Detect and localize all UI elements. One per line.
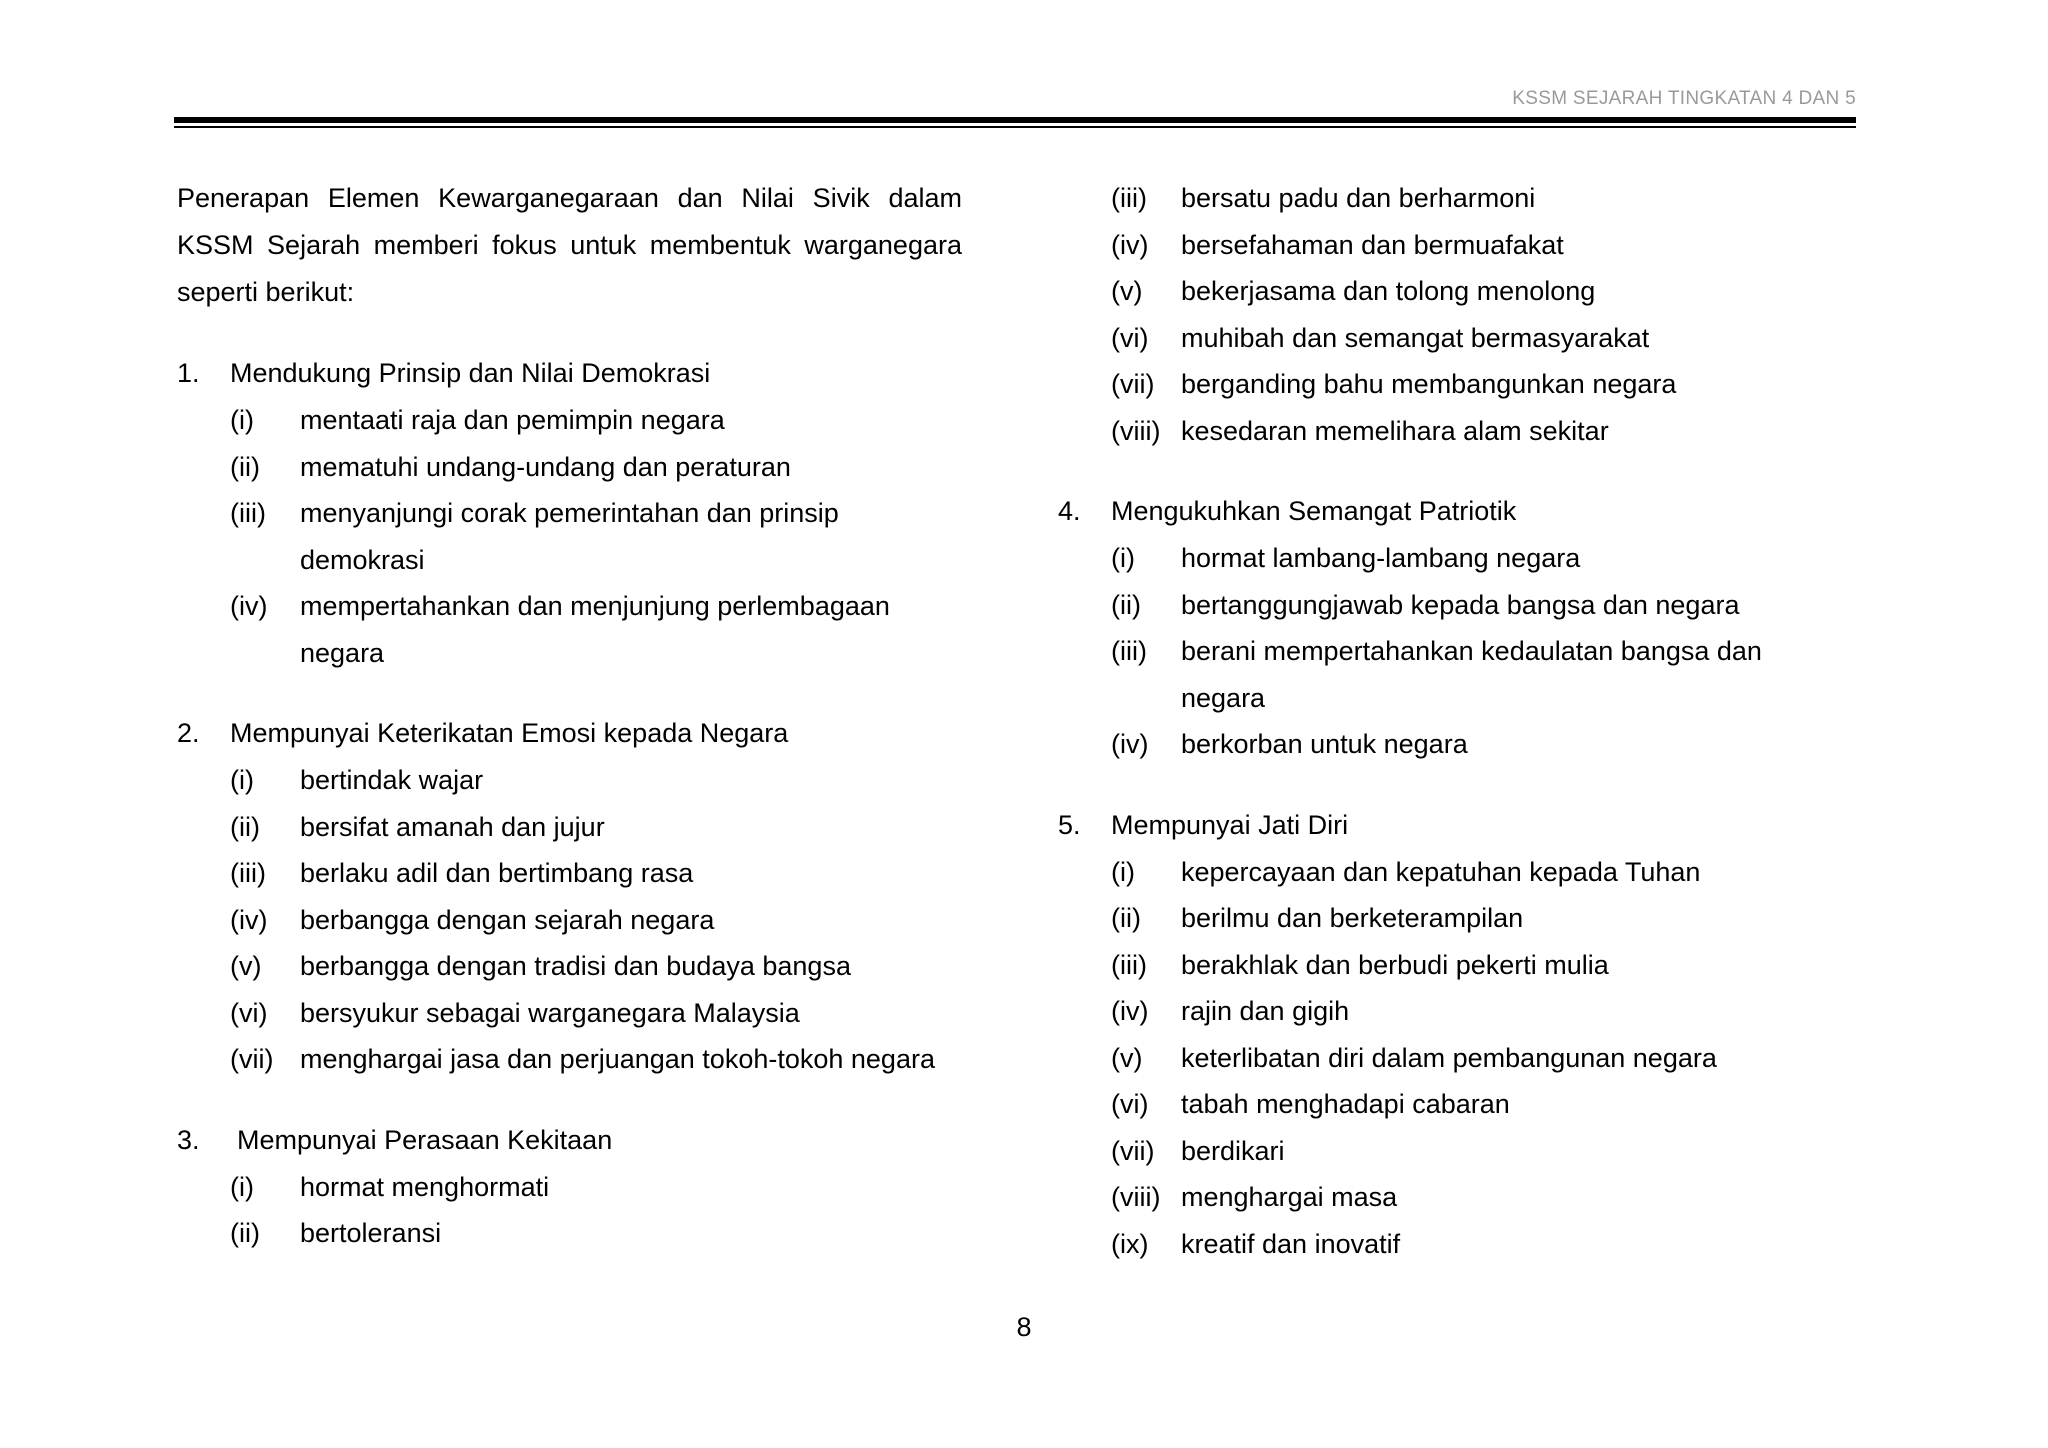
list-item [1058,1221,1818,1268]
item-text: menghargai masa [1181,1182,1398,1212]
item-text: menghargai jasa dan perjuangan tokoh-tokoh negara [300,1044,935,1074]
page-number: 8 [1016,1312,1032,1342]
list-item [177,804,962,851]
list-item [177,583,962,676]
section-number: 2. [177,718,200,748]
section-heading [177,350,962,397]
item-text: hormat lambang-lambang negara [1181,543,1581,573]
item-text: berganding bahu membangunkan negara [1181,369,1677,399]
item-number: (ii) [1111,589,1141,620]
item-number: (v) [1111,276,1143,306]
item-text: bertanggungjawab kepada bangsa dan negara [1181,589,1740,620]
list-item [177,897,962,944]
item-number: (vi) [1111,1089,1149,1119]
item-number: (iv) [1111,729,1149,759]
list-item [1058,628,1818,721]
item-number: (v) [1111,1042,1143,1073]
section-title: Mendukung Prinsip dan Nilai Demokrasi [230,358,711,388]
section-heading [177,1117,962,1164]
list-item [1058,1174,1818,1221]
item-text: mematuhi undang-undang dan peraturan [300,451,791,482]
list-item [1058,408,1818,455]
list-item [1058,721,1818,768]
section-title: Mempunyai Perasaan Kekitaan [237,1124,613,1155]
list-item [1058,895,1818,942]
section-heading [1058,488,1818,535]
item-number: (ix) [1111,1228,1149,1259]
list-item [1058,535,1818,582]
item-text: hormat menghormati [300,1171,550,1202]
item-number: (vi) [230,997,268,1028]
list-item [1058,1081,1818,1128]
section-number: 4. [1058,496,1081,526]
list-item [1058,582,1818,629]
item-text: berani mempertahankan kedaulatan bangsa dan negara [1181,636,1762,713]
item-number: (iii) [1111,183,1147,213]
intro-paragraph: Penerapan Elemen Kewarganegaraan dan Nilai Sivik dalam KSSM Sejarah memberi fokus untuk membentuk warganegara seperti berikut: [177,183,962,307]
item-number: (vi) [1111,322,1149,353]
item-text: bertoleransi [300,1218,442,1248]
item-text: menyanjungi corak pemerintahan dan prinsip demokrasi [300,498,839,575]
list-item [1058,849,1818,896]
item-text: rajin dan gigih [1181,996,1350,1026]
item-number: (iii) [1111,636,1147,666]
list-item [1058,222,1818,269]
header-rule-thin [174,126,1856,128]
item-text: berdikari [1181,1135,1285,1166]
item-text: keterlibatan diri dalam pembangunan negara [1181,1042,1717,1073]
section-title: Mempunyai Keterikatan Emosi kepada Negara [230,718,789,748]
item-number: (vii) [1111,1135,1155,1166]
item-text: berkorban untuk negara [1181,729,1468,759]
item-number: (ii) [230,451,260,482]
section-4 [1058,488,1818,768]
item-number: (iii) [230,498,266,528]
left-column [177,175,962,1257]
item-number: (viii) [1111,415,1161,446]
list-item [177,490,962,583]
list-item [1058,175,1818,222]
item-number: (iii) [230,858,266,888]
section-1 [177,350,962,676]
list-item [1058,361,1818,408]
section-heading [1058,802,1818,849]
item-number: (ii) [230,811,260,842]
list-item [177,1164,962,1211]
list-item [1058,1128,1818,1175]
right-column [1058,175,1818,1267]
section-title: Mempunyai Jati Diri [1111,809,1349,840]
item-number: (iii) [1111,949,1147,980]
list-item [1058,1035,1818,1082]
item-text: berlaku adil dan bertimbang rasa [300,858,694,888]
section-heading [177,710,962,757]
list-item [1058,942,1818,989]
section-number: 3. [177,1124,200,1155]
item-number: (ii) [1111,903,1141,933]
item-number: (iv) [230,904,268,935]
list-item [177,1036,962,1083]
list-item [177,990,962,1037]
item-number: (iv) [230,591,268,621]
list-item [1058,268,1818,315]
list-item [177,943,962,990]
list-item [177,397,962,444]
item-text: bersyukur sebagai warganegara Malaysia [300,997,800,1028]
section-3-continued [1058,175,1818,454]
item-text: berbangga dengan sejarah negara [300,904,715,935]
item-text: tabah menghadapi cabaran [1181,1089,1510,1119]
item-number: (i) [230,765,254,795]
item-number: (vii) [230,1044,274,1074]
item-text: bertindak wajar [300,765,484,795]
item-number: (ii) [230,1218,260,1248]
running-title: KSSM SEJARAH TINGKATAN 4 DAN 5 [1512,88,1856,109]
list-item [177,850,962,897]
item-text: bersifat amanah dan jujur [300,811,605,842]
section-title: Mengukuhkan Semangat Patriotik [1111,496,1517,526]
item-text: berilmu dan berketerampilan [1181,903,1524,933]
item-number: (i) [230,405,254,435]
item-text: bersatu padu dan berharmoni [1181,183,1536,213]
item-text: muhibah dan semangat bermasyarakat [1181,322,1650,353]
list-item [177,444,962,491]
section-5 [1058,802,1818,1268]
item-number: (i) [1111,543,1135,573]
list-item [1058,988,1818,1035]
item-text: mempertahankan dan menjunjung perlembagaan negara [300,591,890,668]
list-item [1058,315,1818,362]
item-text: berakhlak dan berbudi pekerti mulia [1181,949,1609,980]
section-3 [177,1117,962,1257]
item-number: (viii) [1111,1182,1161,1212]
item-text: kreatif dan inovatif [1181,1228,1401,1259]
item-number: (i) [230,1171,254,1202]
item-number: (v) [230,951,262,981]
header-rule-thick [174,117,1856,123]
item-text: kepercayaan dan kepatuhan kepada Tuhan [1181,856,1701,887]
item-text: mentaati raja dan pemimpin negara [300,405,725,435]
item-text: bekerjasama dan tolong menolong [1181,276,1596,306]
item-number: (iv) [1111,996,1149,1026]
list-item [177,1210,962,1257]
item-text: berbangga dengan tradisi dan budaya bangsa [300,951,851,981]
item-text: bersefahaman dan bermuafakat [1181,229,1564,260]
item-number: (i) [1111,856,1135,887]
section-2 [177,710,962,1083]
item-number: (iv) [1111,229,1149,260]
item-number: (vii) [1111,369,1155,399]
section-number: 1. [177,358,200,388]
section-number: 5. [1058,809,1081,840]
list-item [177,757,962,804]
item-text: kesedaran memelihara alam sekitar [1181,415,1609,446]
